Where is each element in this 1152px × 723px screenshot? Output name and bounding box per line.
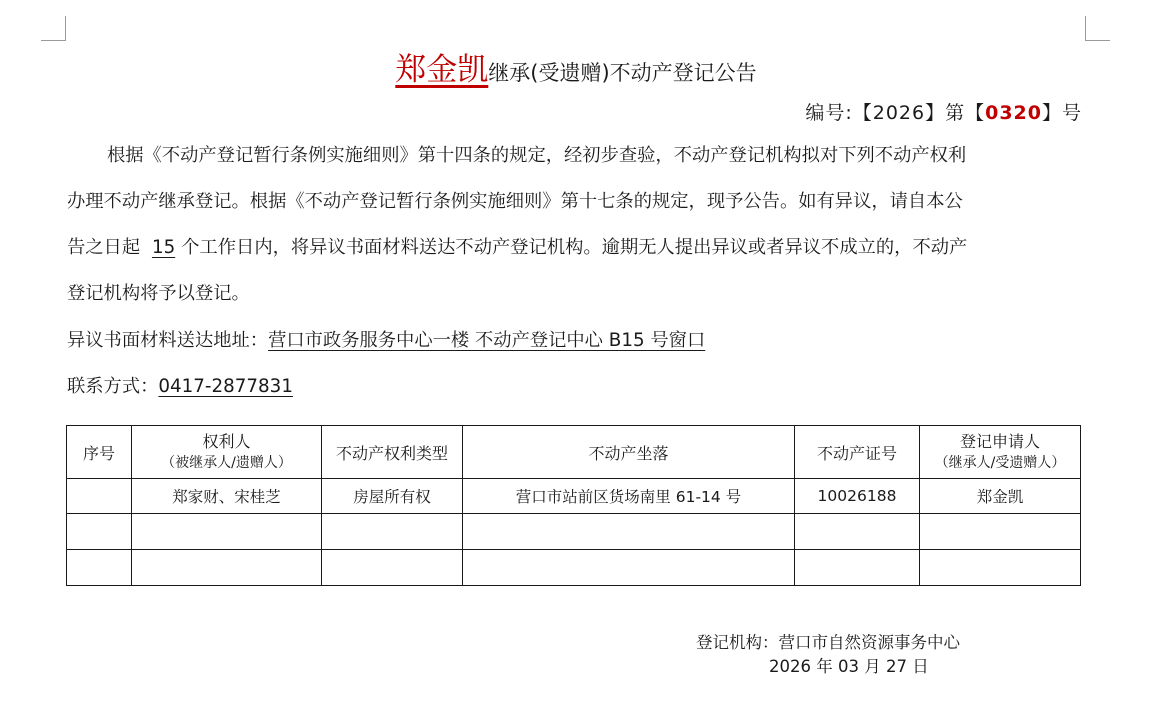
header-right-type: 不动产权利类型 [322, 426, 463, 479]
page-corner-mark-top-right [1085, 16, 1110, 41]
header-applicant-sub: （继承人/受遗赠人） [934, 455, 1066, 471]
applicant-name-title: 郑金凯 [395, 52, 489, 88]
doc-number-value: 0320 [985, 102, 1042, 124]
notice-title [0, 44, 1152, 89]
header-holder [132, 426, 322, 479]
cell-right-type: 房屋所有权 [322, 479, 463, 514]
table-row [67, 479, 1081, 514]
header-seq: 序号 [67, 426, 132, 479]
notice-date: 2026 年 03 月 27 日 [769, 657, 929, 676]
cell-seq [67, 479, 132, 514]
header-holder-sub: （被继承人/遗赠人） [161, 455, 292, 471]
body-line-4: 登记机构将予以登记。 [67, 283, 250, 304]
header-location: 不动产坐落 [463, 426, 795, 479]
body-line-3 [67, 225, 1085, 271]
body-line-2: 办理不动产继承登记。根据《不动产登记暂行条例实施细则》第十七条的规定，现予公告。如有异议，请自本公 [67, 191, 963, 212]
table-row-empty [67, 550, 1081, 586]
registration-agency: 登记机构：营口市自然资源事务中心 [696, 633, 960, 652]
page-corner-mark-top-left [41, 16, 66, 41]
address-label: 异议书面材料送达地址： [67, 330, 269, 351]
address-line [67, 318, 1085, 364]
body-paragraph [67, 133, 1085, 317]
registration-table [66, 425, 1081, 586]
cell-location: 营口市站前区货场南里 61-14 号 [463, 479, 795, 514]
header-holder-main: 权利人 [202, 432, 251, 451]
table-row-empty [67, 514, 1081, 550]
doc-number-suffix: 】号 [1041, 102, 1082, 124]
header-cert-no: 不动产证号 [795, 426, 920, 479]
title-text: 继承(受遗赠)不动产登记公告 [488, 61, 757, 85]
document-number [805, 98, 1082, 125]
address-value: 营口市政务服务中心一楼 不动产登记中心 B15 号窗口 [268, 330, 706, 351]
cell-cert-no: 10026188 [795, 479, 920, 514]
cell-applicant: 郑金凯 [920, 479, 1081, 514]
cell-holder: 郑家财、宋桂芝 [132, 479, 322, 514]
body-line-1: 根据《不动产登记暂行条例实施细则》第十四条的规定，经初步查验，不动产登记机构拟对下列不动产权利 [107, 145, 967, 166]
body-line-3-end: 个工作日内，将异议书面材料送达不动产登记机构。逾期无人提出异议或者异议不成立的，不动产 [181, 237, 968, 258]
table-header-row [67, 426, 1081, 479]
objection-days: 15 [151, 237, 176, 258]
header-applicant-main: 登记申请人 [959, 432, 1040, 451]
contact-value: 0417-2877831 [158, 376, 293, 397]
contact-line [67, 364, 1085, 410]
contact-label: 联系方式： [67, 376, 159, 397]
body-line-3-start: 告之日起 [67, 237, 141, 258]
doc-number-prefix: 编号:【2026】第【 [805, 102, 986, 124]
header-applicant [920, 426, 1081, 479]
